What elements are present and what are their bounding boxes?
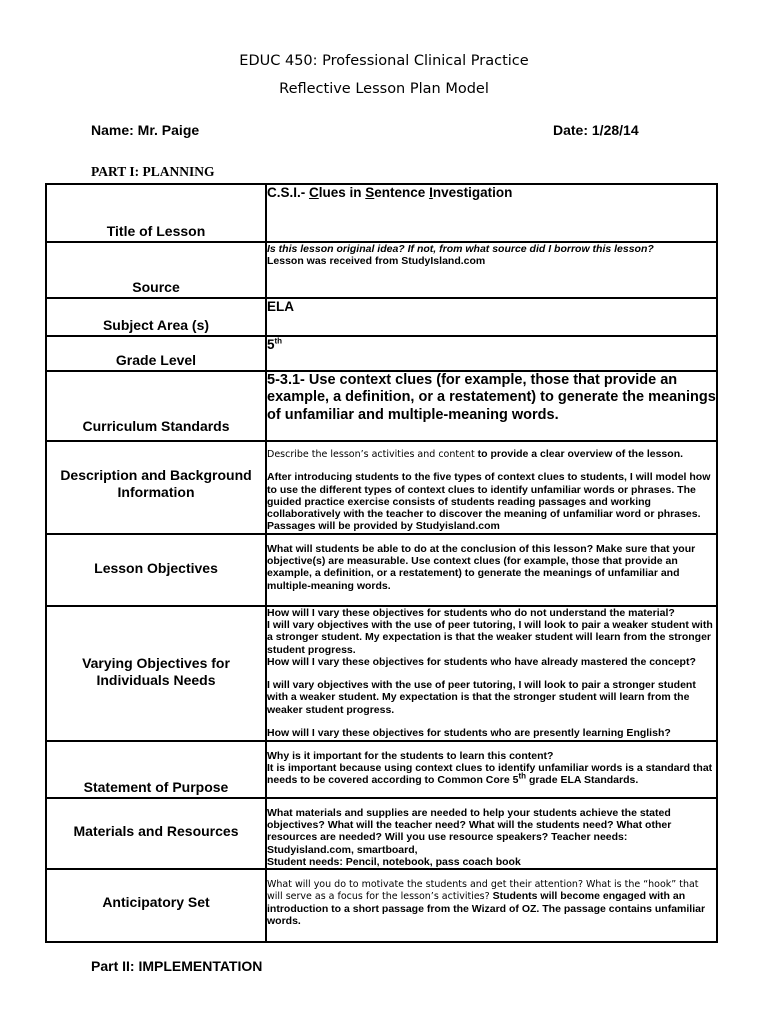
- subject-value: ELA: [266, 298, 717, 336]
- purpose-value: Why is it important for the students to learn this content? It is important because using context clues to identify unfamiliar words is a standard that needs to be covered according to Common Core 5th grade ELA Standards.: [266, 741, 717, 798]
- title-label: Title of Lesson: [106, 223, 206, 239]
- part-two-heading: Part II: IMPLEMENTATION: [91, 958, 263, 974]
- anticipatory-value: What will you do to motivate the students and get their attention? What is the “hook” that will serve as a focus for the lesson’s activities? Students will become engaged with an introduction to a short passage from the Wizard of OZ. The passage contains unfamiliar words.: [266, 869, 717, 942]
- lesson-plan-table: [45, 183, 718, 943]
- title-value: C.S.I.- Clues in Sentence Investigation: [266, 184, 717, 242]
- table-row: [46, 298, 717, 336]
- table-row: [46, 371, 717, 441]
- row-label: [46, 869, 266, 942]
- description-value: Describe the lesson’s activities and content to provide a clear overview of the lesson. After introducing students to the five types of context clues to students, I will model how to use the different types of context clues to identify unfamiliar words or phrases. The guided practice exercise consists of students reading passages and working collaboratively with the teacher to discover the meaning of unfamiliar word or phrases. Passages will be provided by Studyisland.com: [266, 441, 717, 534]
- description-label: Description and Background Information: [60, 466, 252, 500]
- materials-value: What materials and supplies are needed to help your students achieve the stated objectives? What will the teacher need? What will the students need? What other resources are needed? Will you use resource speakers? Teacher needs: Studyisland.com, smartboard, Student needs: Pencil, notebook, pass coach book: [266, 798, 717, 869]
- materials-label: Materials and Resources: [73, 822, 239, 839]
- table-row: [46, 606, 717, 741]
- table-row: [46, 534, 717, 606]
- table-row: [46, 798, 717, 869]
- table-row: [46, 441, 717, 534]
- purpose-label: Statement of Purpose: [83, 778, 229, 795]
- model-title: Reflective Lesson Plan Model: [279, 81, 489, 97]
- row-label: [46, 606, 266, 741]
- row-label: [46, 336, 266, 371]
- standards-value: 5-3.1- Use context clues (for example, those that provide an example, a definition, or a restatement) to generate the meanings of unfamiliar and multiple-meaning words.: [266, 371, 717, 441]
- source-value: Is this lesson original idea? If not, from what source did I borrow this lesson? Lesson was received from StudyIsland.com: [266, 242, 717, 298]
- row-label: [46, 798, 266, 869]
- row-label: [46, 534, 266, 606]
- table-row: [46, 242, 717, 298]
- row-label: [46, 184, 266, 242]
- objectives-label: Lesson Objectives: [94, 559, 218, 576]
- table-row: [46, 336, 717, 371]
- source-label: Source: [132, 279, 180, 295]
- subject-label: Subject Area (s): [102, 317, 210, 333]
- objectives-value: What will students be able to do at the conclusion of this lesson? Make sure that your objective(s) are measurable. Use context clues (for example, those that provide an example, a definition, or a restatement) to generate the meanings of unfamiliar and multiple-meaning words.: [266, 534, 717, 606]
- lesson-date: Date: 1/28/14: [553, 122, 639, 138]
- varying-label: Varying Objectives for Individuals Needs: [82, 654, 230, 689]
- varying-value: How will I vary these objectives for students who do not understand the material? I will vary objectives with the use of peer tutoring, I will look to pair a weaker student with a stronger student. My expectation is that the weaker student will learn from the stronger student progress. How will I vary these objectives for students who have already mastered the concept? I will vary objectives with the use of peer tutoring, I will look to pair a stronger student with a weaker student. My expectation is that the stronger student will learn from the weaker student progress. How will I vary these objectives for students who are presently learning English?: [266, 606, 717, 741]
- row-label: [46, 298, 266, 336]
- table-row: [46, 869, 717, 942]
- teacher-name: Name: Mr. Paige: [91, 122, 200, 138]
- row-label: [46, 741, 266, 798]
- part-one-heading: PART I: PLANNING: [91, 164, 215, 179]
- row-label: [46, 441, 266, 534]
- table-row: [46, 741, 717, 798]
- row-label: [46, 371, 266, 441]
- grade-label: Grade Level: [115, 352, 197, 368]
- anticipatory-label: Anticipatory Set: [102, 894, 210, 911]
- course-title: EDUC 450: Professional Clinical Practice: [239, 53, 529, 69]
- row-label: [46, 242, 266, 298]
- table-row: [46, 184, 717, 242]
- standards-label: Curriculum Standards: [82, 418, 230, 434]
- grade-value: 5th: [266, 336, 717, 371]
